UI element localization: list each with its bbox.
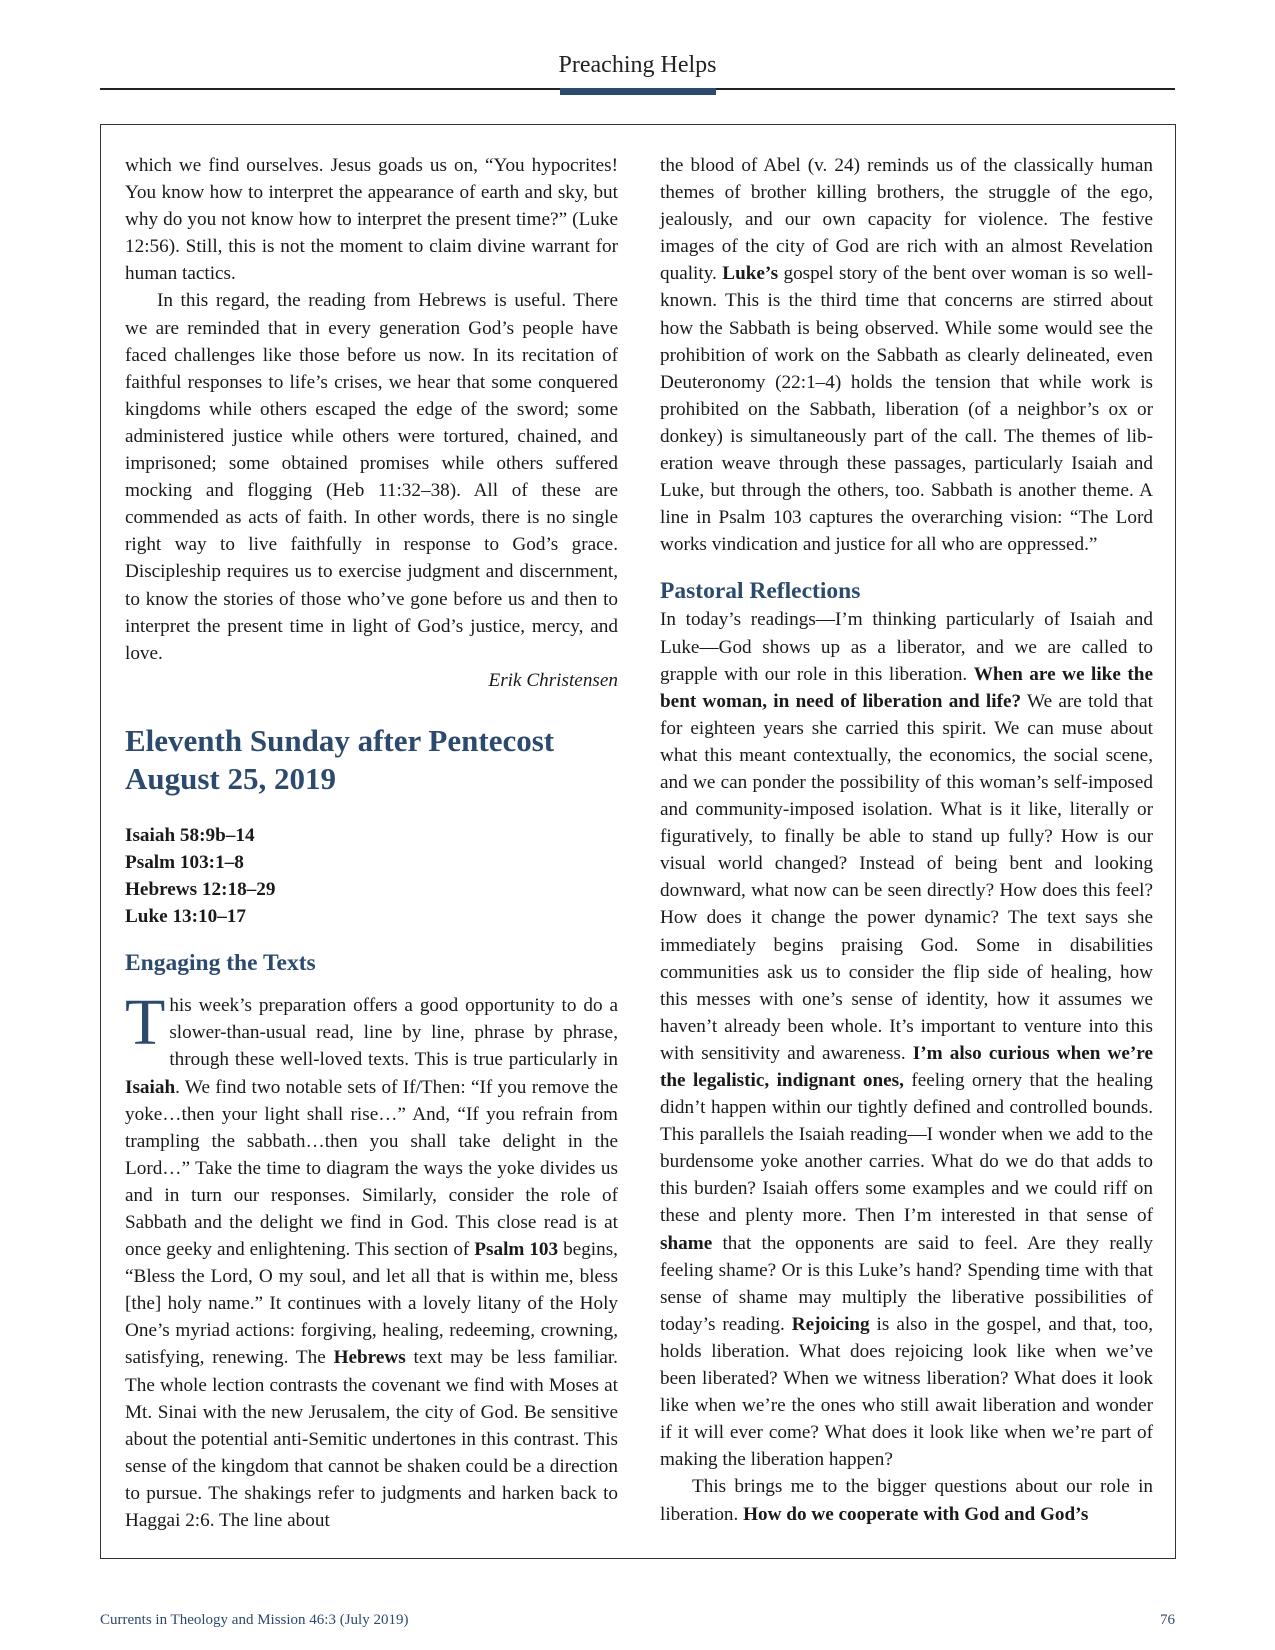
text-run: the blood of Abel (v. 24) reminds us of the classically human themes of brother killing brothers, the struggle of the ego, jealously, and our own capacity for violence. The festive images of the city of God are rich with an almost Revelation quality.	[660, 155, 1153, 285]
drop-cap: T	[125, 986, 166, 1060]
readings-list	[125, 822, 618, 930]
bold-text: shame	[660, 1232, 713, 1254]
body-paragraph	[660, 152, 1153, 558]
right-column	[660, 152, 1153, 1528]
bold-text: Hebrews	[333, 1347, 406, 1369]
text-run: feeling ornery that the healing didn’t happen within our tightly defined and controlled bounds. This parallels the Isaiah reading—I wonder when we add to the burdensome yoke another carries. What do we do that adds to this burden? Isaiah offers some examples and we could riff on these and plenty more. Then I’m interested in that sense of	[660, 1070, 1153, 1227]
bold-text: When are we like the bent woman, in need of liberation and life?	[660, 663, 1153, 712]
body-paragraph	[660, 606, 1153, 1473]
sunday-heading	[125, 722, 618, 798]
text-run: begins, “Bless the Lord, O my soul, and let all that is within me, bless [the] holy name.” It continues with a lovely litany of the Holy One’s myriad actions: forgiving, healing, redeeming, crowning, satisfying, renewing. The	[125, 1239, 618, 1369]
bold-text: Rejoicing	[791, 1313, 870, 1335]
bold-text: Psalm 103	[474, 1239, 559, 1261]
author-signature: Erik Christensen	[488, 669, 618, 691]
body-paragraph: which we find ourselves. Jesus goads us on, “You hypocrites! You know how to interpret the appearance of earth and sky, but why do you not know how to interpret the present time?” (Luke 12:56). Still, this is not the moment to claim divine warrant for human tactics.	[125, 155, 618, 285]
sunday-heading-line: Eleventh Sunday after Pentecost	[125, 722, 555, 758]
body-paragraph	[660, 1473, 1153, 1527]
reading-item: Psalm 103:1–8	[125, 851, 244, 873]
reading-item: Hebrews 12:18–29	[125, 879, 276, 901]
page-number: 76	[1160, 1612, 1175, 1628]
text-run: In today’s readings—I’m thinking particularly of Isaiah and Luke—God shows up as a liberator, and we are called to grapple with our role in this liberation.	[660, 609, 1153, 685]
text-run: that the opponents are said to feel. Are they really feeling shame? Or is this Luke’s hand? Spending time with that sense of shame may multiply the liberative possibilities of today’s reading.	[660, 1232, 1153, 1335]
text-run: text may be less familiar. The whole lection contrasts the covenant we find with Moses at Mt. Sinai with the new Jerusalem, the city of God. Be sensitive about the potential anti-Semitic undertones in this contrast. This sense of the kingdom that cannot be shaken could be a direction to pursue. The shakings refer to judgments and harken back to Haggai 2:6. The line about	[125, 1347, 618, 1532]
text-run: is also in the gospel, and that, too, holds liberation. What does rejoicing look like when we’ve been liberated? When we witness liberation? What does it look like when we’re the ones who still await liberation and wonder if it will ever come? What does it look like when we’re part of making the liberation happen?	[660, 1313, 1153, 1471]
sunday-date: August 25, 2019	[125, 760, 337, 796]
section-heading-engaging: Engaging the Texts	[125, 950, 316, 977]
bold-text: I’m also curious when we’re the legalistic, indignant ones,	[660, 1042, 1153, 1091]
reading-item: Isaiah 58:9b–14	[125, 824, 255, 846]
header-accent-bar	[560, 88, 716, 95]
running-header: Preaching Helps	[558, 52, 717, 78]
bold-text: How do we cooperate with God and God’s	[743, 1503, 1089, 1525]
left-column	[125, 152, 618, 1534]
text-run: We are told that for eighteen years she carried this spirit. We can muse about what this meant contextually, the economics, the social scene, and we can ponder the possibility of this woman’s self-imposed and community-imposed isolation. What is it like, literally or figuratively, to finally be able to stand up fully? How is our visual world changed? Instead of being bent and looking downward, what now can be seen directly? How does this feel? How does it change the power dynamic? The text says she immediately begins praising God. Some in disabilities communities ask us to consider the flip side of healing, how this messes with one’s sense of identity, how it assumes we haven’t already been whole. It’s important to venture into this with sensitivity and awareness.	[660, 690, 1153, 1064]
footer-journal: Currents in Theology and Mission 46:3 (July 2019)	[100, 1612, 409, 1628]
text-run: gospel story of the bent over woman is so well-known. This is the third time that concerns are stirred about how the Sabbath is being observed. While some would see the prohibition of work on the Sabbath as clearly delineated, even Deuteronomy (22:1–4) holds the tension that while work is prohibited on the Sabbath, liberation (of a neighbor’s ox or donkey) is simultaneously part of the call. The themes of liberation weave through these passages, particularly Isaiah and Luke, but through the others, too. Sabbath is another theme. A line in Psalm 103 captures the overarching vision: “The Lord works vindication and justice for all who are oppressed.”	[660, 263, 1154, 556]
body-paragraph: In this regard, the reading from Hebrews is useful. There we are reminded that in every generation God’s people have faced challenges like those before us now. In its recitation of faithful responses to life’s crises, we hear that some conquered kingdoms while others escaped the edge of the sword; some administered justice while others were tortured, chained, and imprisoned; some obtained promises while others suffered mocking and flogging (Heb 11:32–38). All of these are commended as acts of faith. In other words, there is no single right way to live faithfully in response to God’s grace. Discipleship requires us to exercise judgment and discernment, to know the stories of those who’ve gone before us and then to interpret the present time in light of God’s justice, mercy, and love.	[125, 290, 618, 664]
text-run: his week’s preparation offers a good opportunity to do a slower-than-usual read, line by line, phrase by phrase, through these well-loved texts. This is true particularly in	[169, 995, 618, 1071]
reading-item: Luke 13:10–17	[125, 906, 246, 928]
bold-text: Luke’s	[722, 263, 779, 285]
text-run: . We find two notable sets of If/Then: “If you remove the yoke…then your light shall rise…” And, “If you refrain from trampling the sabbath…then you shall take delight in the Lord…” Take the time to diagram the ways the yoke divides us and in turn our responses. Similarly, consider the role of Sabbath and the delight we find in God. This close read is at once geeky and enlightening. This section of	[125, 1076, 618, 1261]
body-paragraph	[125, 986, 618, 1534]
section-heading-pastoral: Pastoral Reflections	[660, 578, 861, 605]
text-run: This brings me to the bigger questions about our role in liberation.	[660, 1476, 1153, 1525]
bold-text: Isaiah	[125, 1076, 176, 1098]
